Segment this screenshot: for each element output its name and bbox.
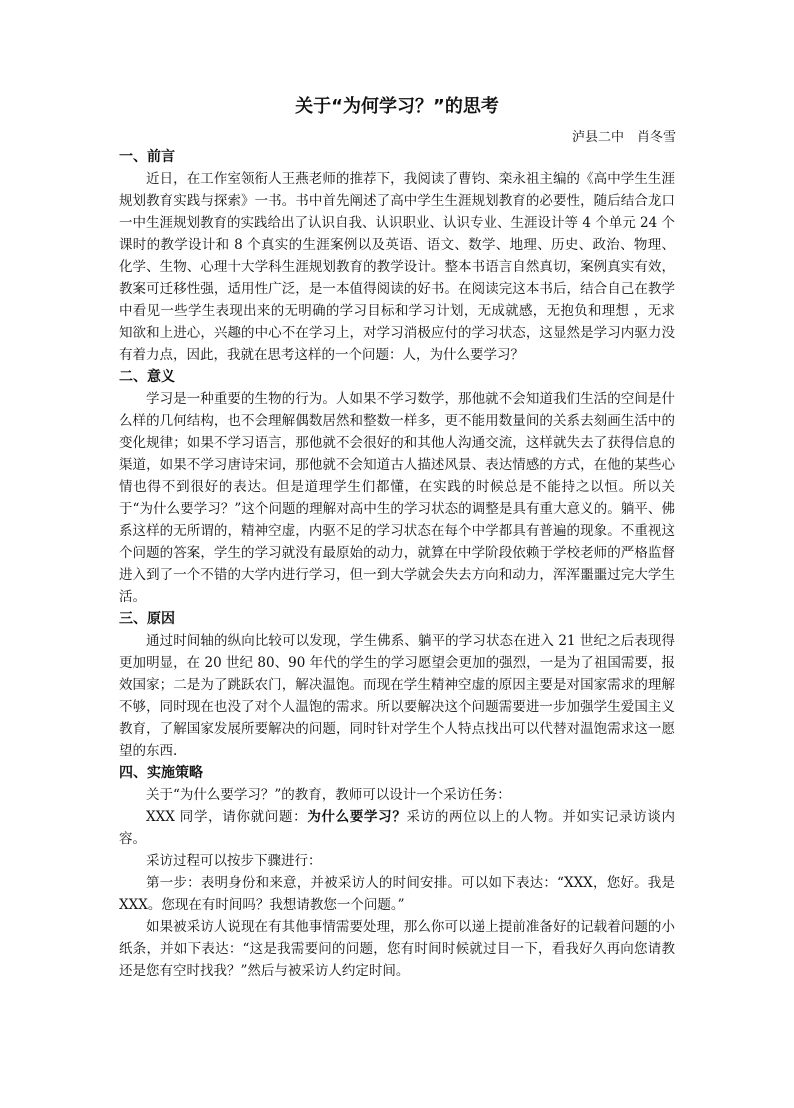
page-title: 关于“为何学习？”的思考 <box>295 96 499 117</box>
paragraph-steps-intro: 采访过程可以按步下骤进行： <box>146 853 322 869</box>
paragraph-preface: 近日，在工作室领衔人王燕老师的推荐下，我阅读了曹钧、栾永祖主编的《高中学生生涯规划教育实践与探索》一书。书中首先阐述了高中学生生涯规划教育的必要性，随后结合龙口一中生涯规划教育的实践给出了认识自我、认识职业、认识专业、生涯设计等 4 个单元 24 个课时的教学设计和 8 个真实的生涯案例以及英语、语文、数学、地理、历史、政治、物理、化学、生物、心理十大学科生涯规划教育的教学设计。整本书语言自然真切，案例真实有效，教案可迁移性强，适用性广泛，是一本值得阅读的好书。在阅读完这本书后，结合自己在教学中看见一些学生表现出来的无明确的学习目标和学习计划，无成就感，无抱负和理想 ，无求知欲和上进心，兴趣的中心不在学习上，对学习消极应付的学习状态，这显然是学习内驱力没有着力点，因此，我就在思考这样的一个问题：人，为什么要学习？ <box>119 171 675 363</box>
section-heading-strategy: 四、实施策略 <box>119 765 203 781</box>
task-suffix: 采访的两位以上的人物。并如实记录访谈内容。 <box>119 809 676 847</box>
paragraph-strategy-intro: 关于“为什么要学习？”的教育，教师可以设计一个采访任务： <box>146 787 511 803</box>
paragraph-step-one: 第一步：表明身份和来意，并被采访人的时间安排。可以如下表达：“XXX，您好。我是 XXX。您现在有时间吗？我想请教您一个问题。” <box>119 875 675 913</box>
task-question: 为什么要学习？ <box>307 809 407 825</box>
section-heading-reason: 三、原因 <box>119 611 175 627</box>
document-body <box>119 146 675 982</box>
section-heading-preface: 一、前言 <box>119 149 175 165</box>
paragraph-interview-task <box>119 806 675 850</box>
section-heading-significance: 二、意义 <box>119 369 175 385</box>
paragraph-reason: 通过时间轴的纵向比较可以发现，学生佛系、躺平的学习状态在进入 21 世纪之后表现得更加明显，在 20 世纪 80、90 年代的学生的学习愿望会更加的强烈，一是为了祖国需要，报效国家；二是为了跳跃农门，解决温饱。而现在学生精神空虚的原因主要是对国家需求的理解不够，同时现在也没了对个人温饱的需求。所以要解决这个问题需要进一步加强学生爱国主义教育，了解国家发展所要解决的问题，同时针对学生个人特点找出可以代替对温饱需求这一愿望的东西. <box>119 633 675 759</box>
author-line: 泸县二中 肖冬雪 <box>571 130 676 145</box>
paragraph-significance: 学习是一种重要的生物的行为。人如果不学习数学，那他就不会知道我们生活的空间是什么样的几何结构，也不会理解偶数居然和整数一样多，更不能用数量间的关系去刻画生活中的变化规律；如果不学习语言，那他就不会很好的和其他人沟通交流，这样就失去了获得信息的渠道，如果不学习唐诗宋词，那他就不会知道古人描述风景、表达情感的方式，在他的某些心情也得不到很好的表达。但是道理学生们都懂，在实践的时候总是不能持之以恒。所以关于“为什么要学习？”这个问题的理解对高中生的学习状态的调整是具有重大意义的。躺平、佛系这样的无所谓的，精神空虚，内驱不足的学习状态在每个中学都具有普遍的现象。不重视这个问题的答案，学生的学习就没有最原始的动力，就算在中学阶段依赖于学校老师的严格监督进入到了一个不错的大学内进行学习，但一到大学就会失去方向和动力，浑浑噩噩过完大学生活。 <box>119 391 675 605</box>
task-prefix: XXX 同学，请你就问题： <box>146 809 308 825</box>
paragraph-closing: 如果被采访人说现在有其他事情需要处理，那么你可以递上提前准备好的记载着问题的小纸条，并如下表达：“这是我需要问的问题，您有时间时候就过目一下，看我好久再向您请教还是您有空时找我？”然后与被采访人约定时间。 <box>119 919 675 979</box>
